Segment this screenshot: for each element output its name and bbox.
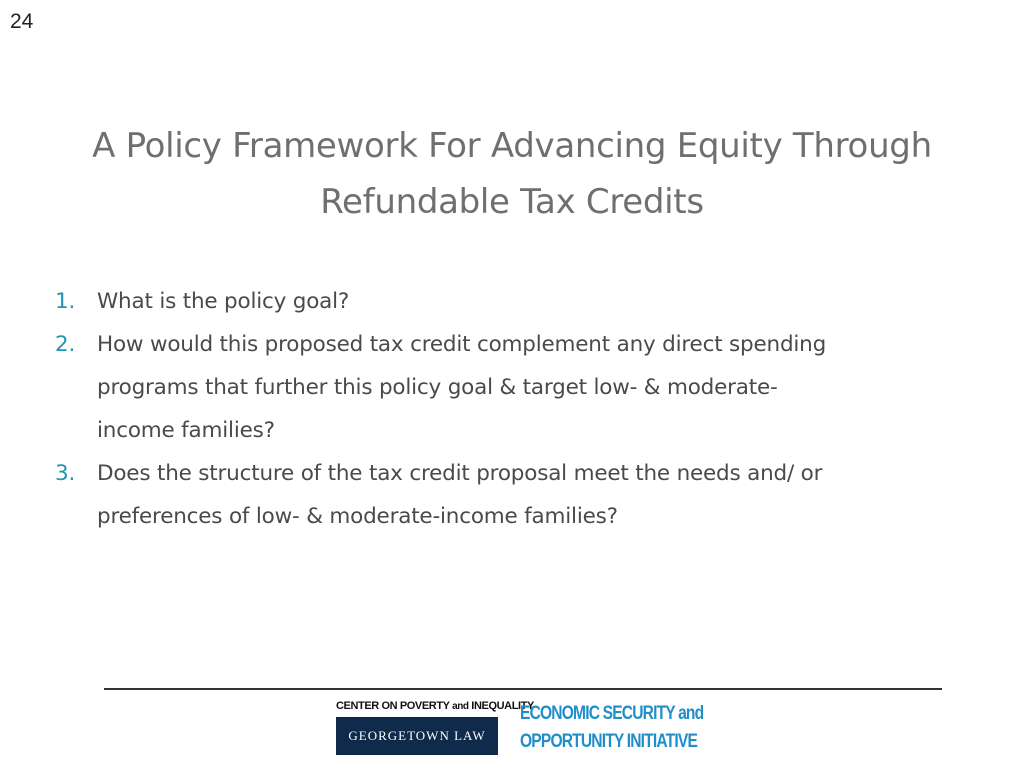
list-item-number: 2. (55, 332, 76, 357)
economic-security-logo-line-2: OPPORTUNITY INITIATIVE (520, 731, 698, 752)
list-item-1 (55, 280, 995, 323)
list-item-3 (55, 452, 995, 538)
list-item-text-line: income families? (97, 418, 275, 443)
list-item-number: 3. (55, 461, 76, 486)
slide-title-line-1: A Policy Framework For Advancing Equity Through (92, 126, 932, 166)
economic-security-logo-line-1: ECONOMIC SECURITY and (520, 703, 704, 724)
logo-text-end: INEQUALITY (468, 700, 534, 712)
logo-text-and: and (452, 701, 469, 712)
list-item-text-line: Does the structure of the tax credit proposal meet the needs and/ or (97, 461, 823, 486)
center-on-poverty-logo (336, 697, 534, 755)
list-item-number: 1. (55, 289, 76, 314)
georgetown-law-wordmark: GEORGETOWN LAW (336, 717, 498, 755)
slide-title (0, 118, 1024, 230)
center-on-poverty-logo-text (336, 697, 534, 715)
footer-divider (104, 688, 942, 690)
list-item-text: What is the policy goal? (97, 289, 350, 314)
logo-text-main: CENTER ON POVERTY (336, 700, 453, 712)
question-list (55, 280, 995, 538)
list-item-2 (55, 323, 995, 452)
slide-number: 24 (10, 10, 34, 33)
list-item-text-line: preferences of low- & moderate-income families? (97, 504, 618, 529)
list-item-text-line: How would this proposed tax credit complement any direct spending (97, 332, 827, 357)
list-item-text-line: programs that further this policy goal & target low- & moderate- (97, 375, 778, 400)
slide-title-line-2: Refundable Tax Credits (320, 182, 704, 222)
economic-security-logo (520, 700, 703, 756)
